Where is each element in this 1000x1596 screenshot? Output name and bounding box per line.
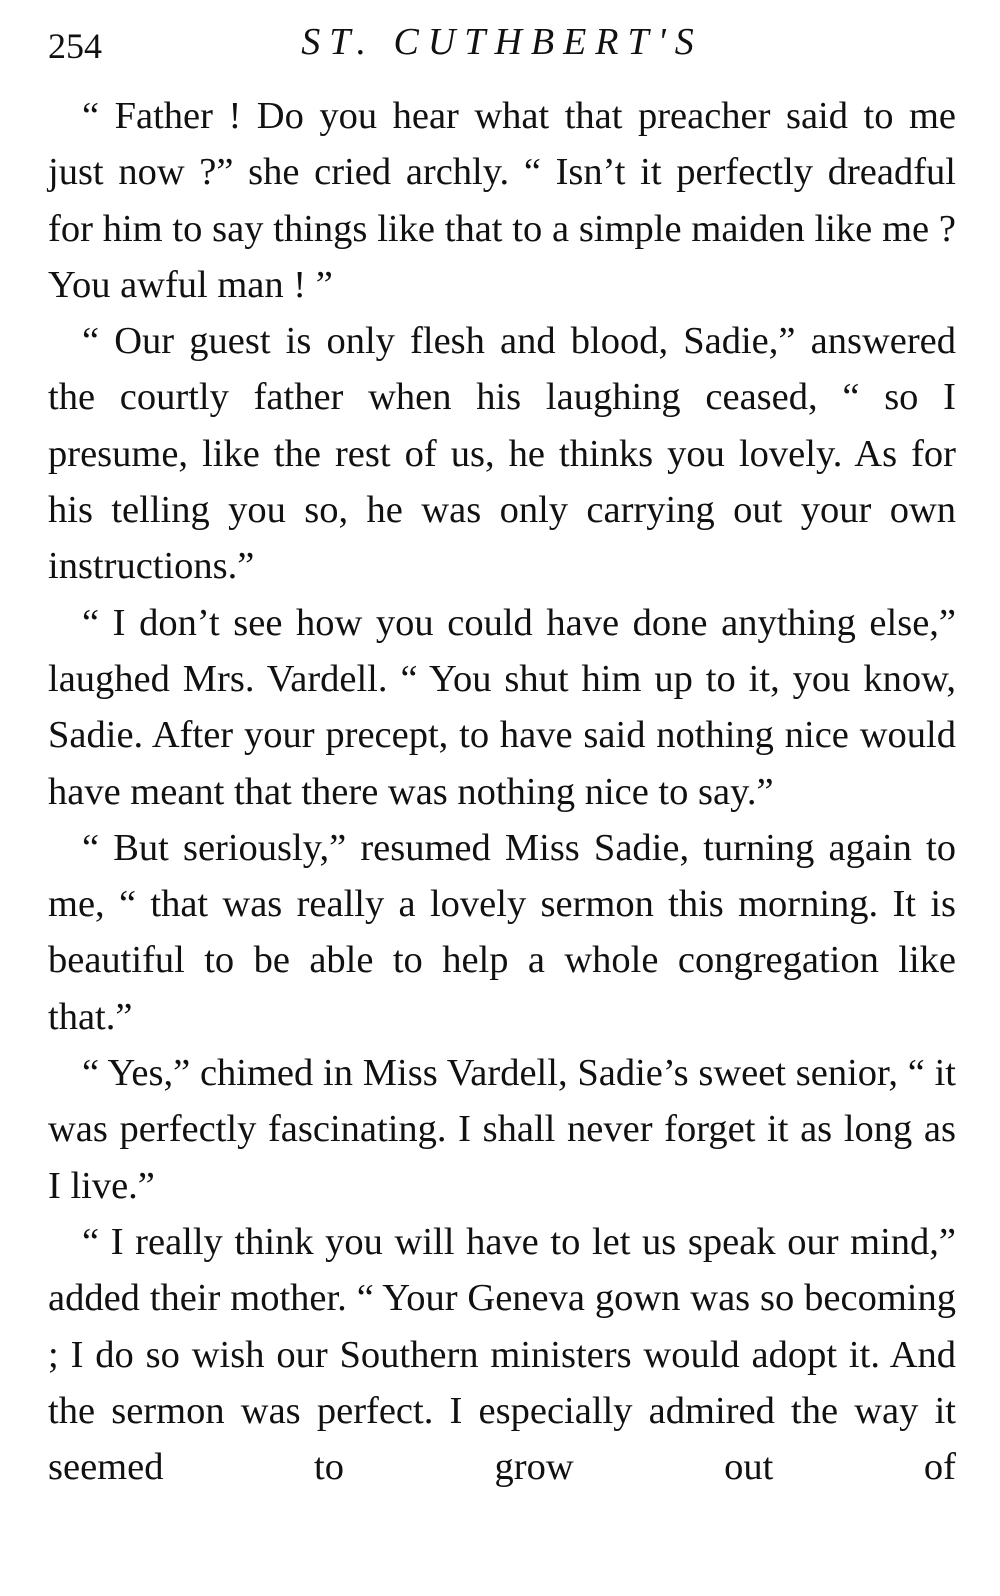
body-text <box>48 88 956 1495</box>
book-page <box>48 20 956 1495</box>
page-number: 254 <box>48 26 102 66</box>
running-head: ST. CUTHBERT'S <box>301 21 703 63</box>
paragraph: “ Yes,” chimed in Miss Vardell, Sadie’s sweet senior, “ it was perfectly fascinating. I shall never forget it as long as I live.” <box>48 1052 956 1207</box>
paragraph: “ I really think you will have to let us speak our mind,” added their mother. “ Your Geneva gown was so becoming ; I do so wish our Southern ministers would adopt it. And the sermon was perfect. I especially admired the way it seemed to grow out of <box>48 1220 956 1489</box>
paragraph: “ I don’t see how you could have done anything else,” laughed Mrs. Vardell. “ You shut him up to it, you know, Sadie. After your precept, to have said nothing nice would have meant that there was nothing nice to say.” <box>48 601 956 813</box>
paragraph: “ But seriously,” resumed Miss Sadie, turning again to me, “ that was really a lovely sermon this morning. It is beautiful to be able to help a whole congregation like that.” <box>48 826 956 1038</box>
paragraph: “ Our guest is only flesh and blood, Sadie,” answered the courtly father when his laughing ceased, “ so I presume, like the rest of us, he thinks you lovely. As for his telling you so, he was only carrying out your own instructions.” <box>48 320 956 588</box>
paragraph: “ Father ! Do you hear what that preacher said to me just now ?” she cried archly. “ Isn’t it perfectly dreadful for him to say things like that to a simple maiden like me ? You awful man ! ” <box>48 95 956 306</box>
page-header <box>48 20 956 76</box>
